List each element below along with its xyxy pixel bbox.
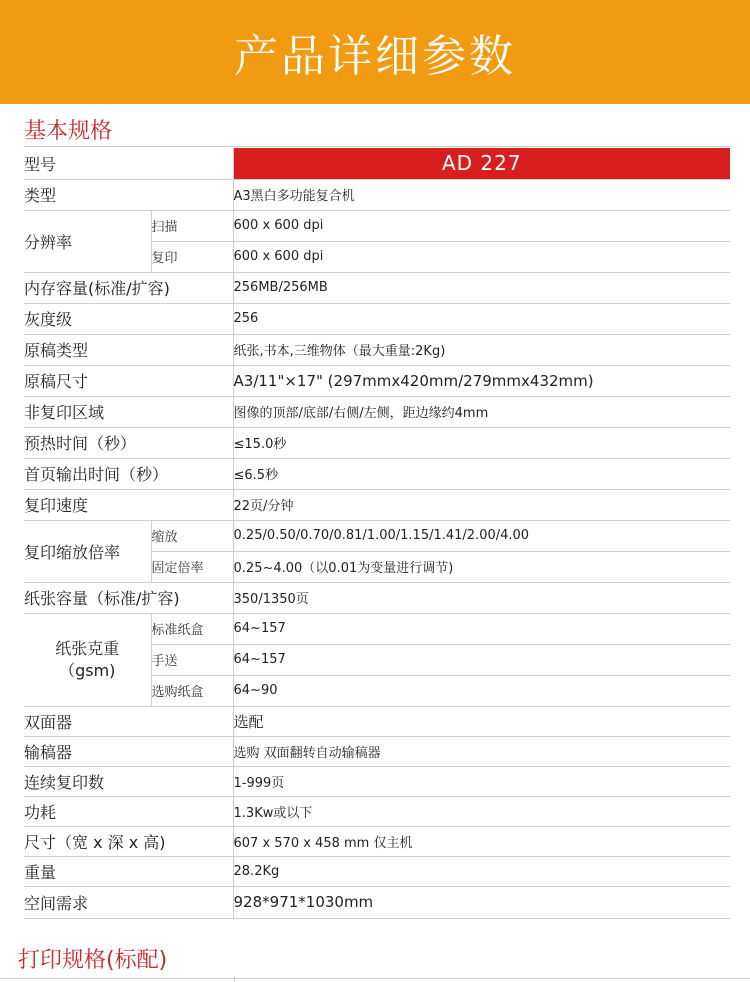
spec-label-line: （gsm) <box>59 660 116 680</box>
table-row <box>24 489 730 520</box>
table-row <box>24 706 730 736</box>
spec-value: 607 x 570 x 458 mm 仅主机 <box>233 826 730 856</box>
section-title-print: 打印规格(标配) <box>18 948 168 973</box>
spec-sublabel: 手送 <box>151 644 233 675</box>
table-row <box>24 427 730 458</box>
spec-label: 重量 <box>24 856 233 886</box>
model-value: AD 227 <box>233 148 730 179</box>
spec-value: 256MB/256MB <box>233 272 730 303</box>
spec-value: 22页/分钟 <box>233 489 730 520</box>
spec-value: 350/1350页 <box>233 582 730 613</box>
section-divider <box>24 146 730 147</box>
spec-label: 类型 <box>24 179 233 210</box>
table-row <box>24 334 730 365</box>
spec-sublabel: 固定倍率 <box>151 551 233 582</box>
spec-value: 600 x 600 dpi <box>233 210 730 241</box>
spec-sublabel: 选购纸盒 <box>151 675 233 706</box>
spec-value: 256 <box>233 303 730 334</box>
spec-label: 复印速度 <box>24 489 233 520</box>
table-row <box>24 396 730 427</box>
page-title: 产品详细参数 <box>234 31 516 82</box>
spec-label-line: 纸张克重 <box>55 638 120 658</box>
table-row <box>24 886 730 918</box>
spec-value: ≤6.5秒 <box>233 458 730 489</box>
spec-label: 尺寸（宽 x 深 x 高) <box>24 826 233 856</box>
spec-value: 64~157 <box>233 644 730 675</box>
spec-label: 空间需求 <box>24 886 233 918</box>
table-row <box>24 365 730 396</box>
spec-value: A3/11"×17" (297mmx420mm/279mmx432mm) <box>233 365 730 396</box>
table-row <box>24 856 730 886</box>
spec-value: 0.25/0.50/0.70/0.81/1.00/1.15/1.41/2.00/4.00 <box>233 520 730 551</box>
section-divider <box>0 978 750 979</box>
table-row <box>24 736 730 766</box>
spec-label <box>24 613 151 706</box>
spec-label: 首页输出时间（秒） <box>24 458 233 489</box>
spec-label: 非复印区域 <box>24 396 233 427</box>
spec-label: 预热时间（秒） <box>24 427 233 458</box>
spec-sublabel: 复印 <box>151 241 233 272</box>
table-row <box>24 148 730 179</box>
spec-label: 连续复印数 <box>24 766 233 796</box>
spec-sublabel: 缩放 <box>151 520 233 551</box>
spec-label: 双面器 <box>24 706 233 736</box>
spec-value: 64~157 <box>233 613 730 644</box>
table-row <box>24 179 730 210</box>
spec-sublabel: 扫描 <box>151 210 233 241</box>
spec-sublabel: 标准纸盒 <box>151 613 233 644</box>
spec-value: 1.3Kw或以下 <box>233 796 730 826</box>
spec-table <box>24 148 730 919</box>
table-row <box>24 458 730 489</box>
table-row <box>24 613 730 644</box>
spec-value: 纸张,书本,三维物体（最大重量:2Kg) <box>233 334 730 365</box>
spec-value: 928*971*1030mm <box>233 886 730 918</box>
spec-value: 图像的顶部/底部/右侧/左侧，距边缘约4mm <box>233 396 730 427</box>
spec-label: 分辨率 <box>24 210 151 272</box>
section-title-basic: 基本规格 <box>24 119 113 144</box>
spec-label: 功耗 <box>24 796 233 826</box>
spec-value: 64~90 <box>233 675 730 706</box>
table-row <box>24 582 730 613</box>
spec-value: A3黑白多功能复合机 <box>233 179 730 210</box>
spec-label: 原稿类型 <box>24 334 233 365</box>
table-row <box>24 303 730 334</box>
table-row <box>24 766 730 796</box>
table-row <box>24 210 730 241</box>
spec-value: 选购 双面翻转自动输稿器 <box>233 736 730 766</box>
header-banner <box>0 0 750 104</box>
spec-label: 原稿尺寸 <box>24 365 233 396</box>
spec-value: 1-999页 <box>233 766 730 796</box>
table-row <box>24 796 730 826</box>
column-divider <box>234 976 235 982</box>
spec-value: 0.25~4.00（以0.01为变量进行调节) <box>233 551 730 582</box>
spec-value: ≤15.0秒 <box>233 427 730 458</box>
table-row <box>24 272 730 303</box>
table-row <box>24 826 730 856</box>
spec-label: 输稿器 <box>24 736 233 766</box>
spec-label: 复印缩放倍率 <box>24 520 151 582</box>
spec-value: 600 x 600 dpi <box>233 241 730 272</box>
table-row <box>24 520 730 551</box>
spec-label: 内存容量(标准/扩容) <box>24 272 233 303</box>
spec-value: 选配 <box>233 706 730 736</box>
spec-label: 纸张容量（标准/扩容) <box>24 582 233 613</box>
spec-value: 28.2Kg <box>233 856 730 886</box>
spec-label: 灰度级 <box>24 303 233 334</box>
spec-label: 型号 <box>24 148 233 179</box>
